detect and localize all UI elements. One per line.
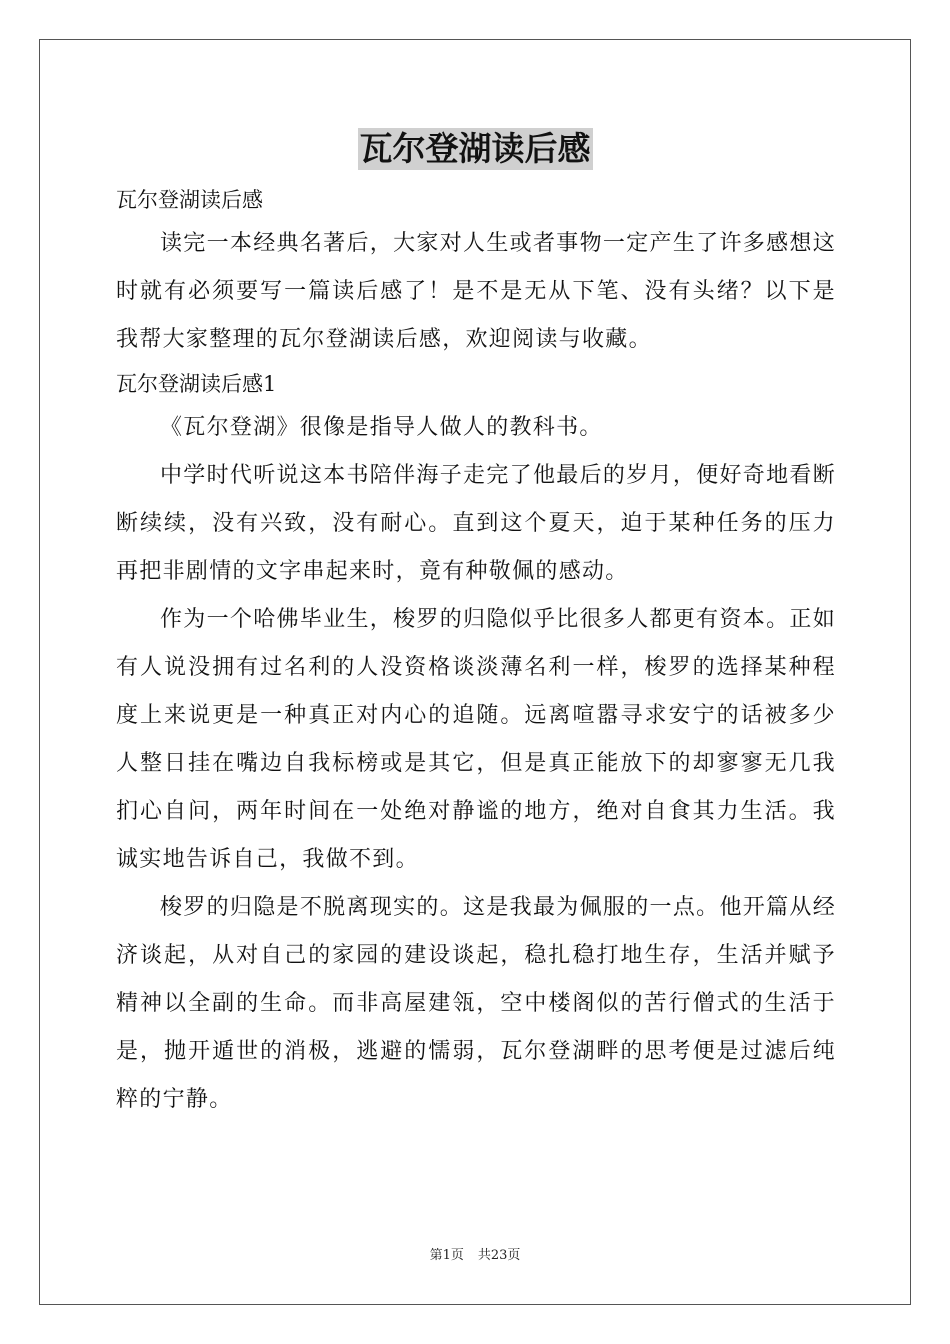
document-subtitle: 瓦尔登湖读后感 (116, 188, 263, 212)
body-paragraph: 梭罗的归隐是不脱离现实的。这是我最为佩服的一点。他开篇从经济谈起，从对自己的家园的建设谈起，稳扎稳打地生存，生活并赋予精神以全副的生命。而非高屋建瓴，空中楼阁似的苦行僧式的生活于是，抛开遁世的消极，逃避的懦弱，瓦尔登湖畔的思考便是过滤后纯粹的宁静。 (116, 895, 836, 1112)
document-title: 瓦尔登湖读后感 (359, 129, 591, 168)
body-paragraph: 作为一个哈佛毕业生，梭罗的归隐似乎比很多人都更有资本。正如有人说没拥有过名利的人没资格谈淡薄名利一样，梭罗的选择某种程度上来说更是一种真正对内心的追随。远离喧嚣寻求安宁的话被多少人整日挂在嘴边自我标榜或是其它，但是真正能放下的却寥寥无几我扪心自问，两年时间在一处绝对静谧的地方，绝对自食其力生活。我诚实地告诉自己，我做不到。 (116, 607, 836, 872)
body-paragraph: 《瓦尔登湖》很像是指导人做人的教科书。 (160, 415, 603, 440)
page-number: 第1页 (429, 1248, 464, 1263)
page-footer (0, 1247, 950, 1265)
title-container (0, 128, 950, 170)
body-paragraph: 中学时代听说这本书陪伴海子走完了他最后的岁月，便好奇地看断断续续，没有兴致，没有耐心。直到这个夏天，迫于某种任务的压力再把非剧情的文字串起来时，竟有种敬佩的感动。 (116, 463, 836, 584)
intro-paragraph: 读完一本经典名著后，大家对人生或者事物一定产生了许多感想这时就有必须要写一篇读后感了！是不是无从下笔、没有头绪？以下是我帮大家整理的瓦尔登湖读后感，欢迎阅读与收藏。 (116, 231, 836, 352)
page-total: 共23页 (477, 1248, 521, 1263)
section-heading: 瓦尔登湖读后感1 (116, 372, 277, 396)
document-body (116, 180, 836, 1124)
